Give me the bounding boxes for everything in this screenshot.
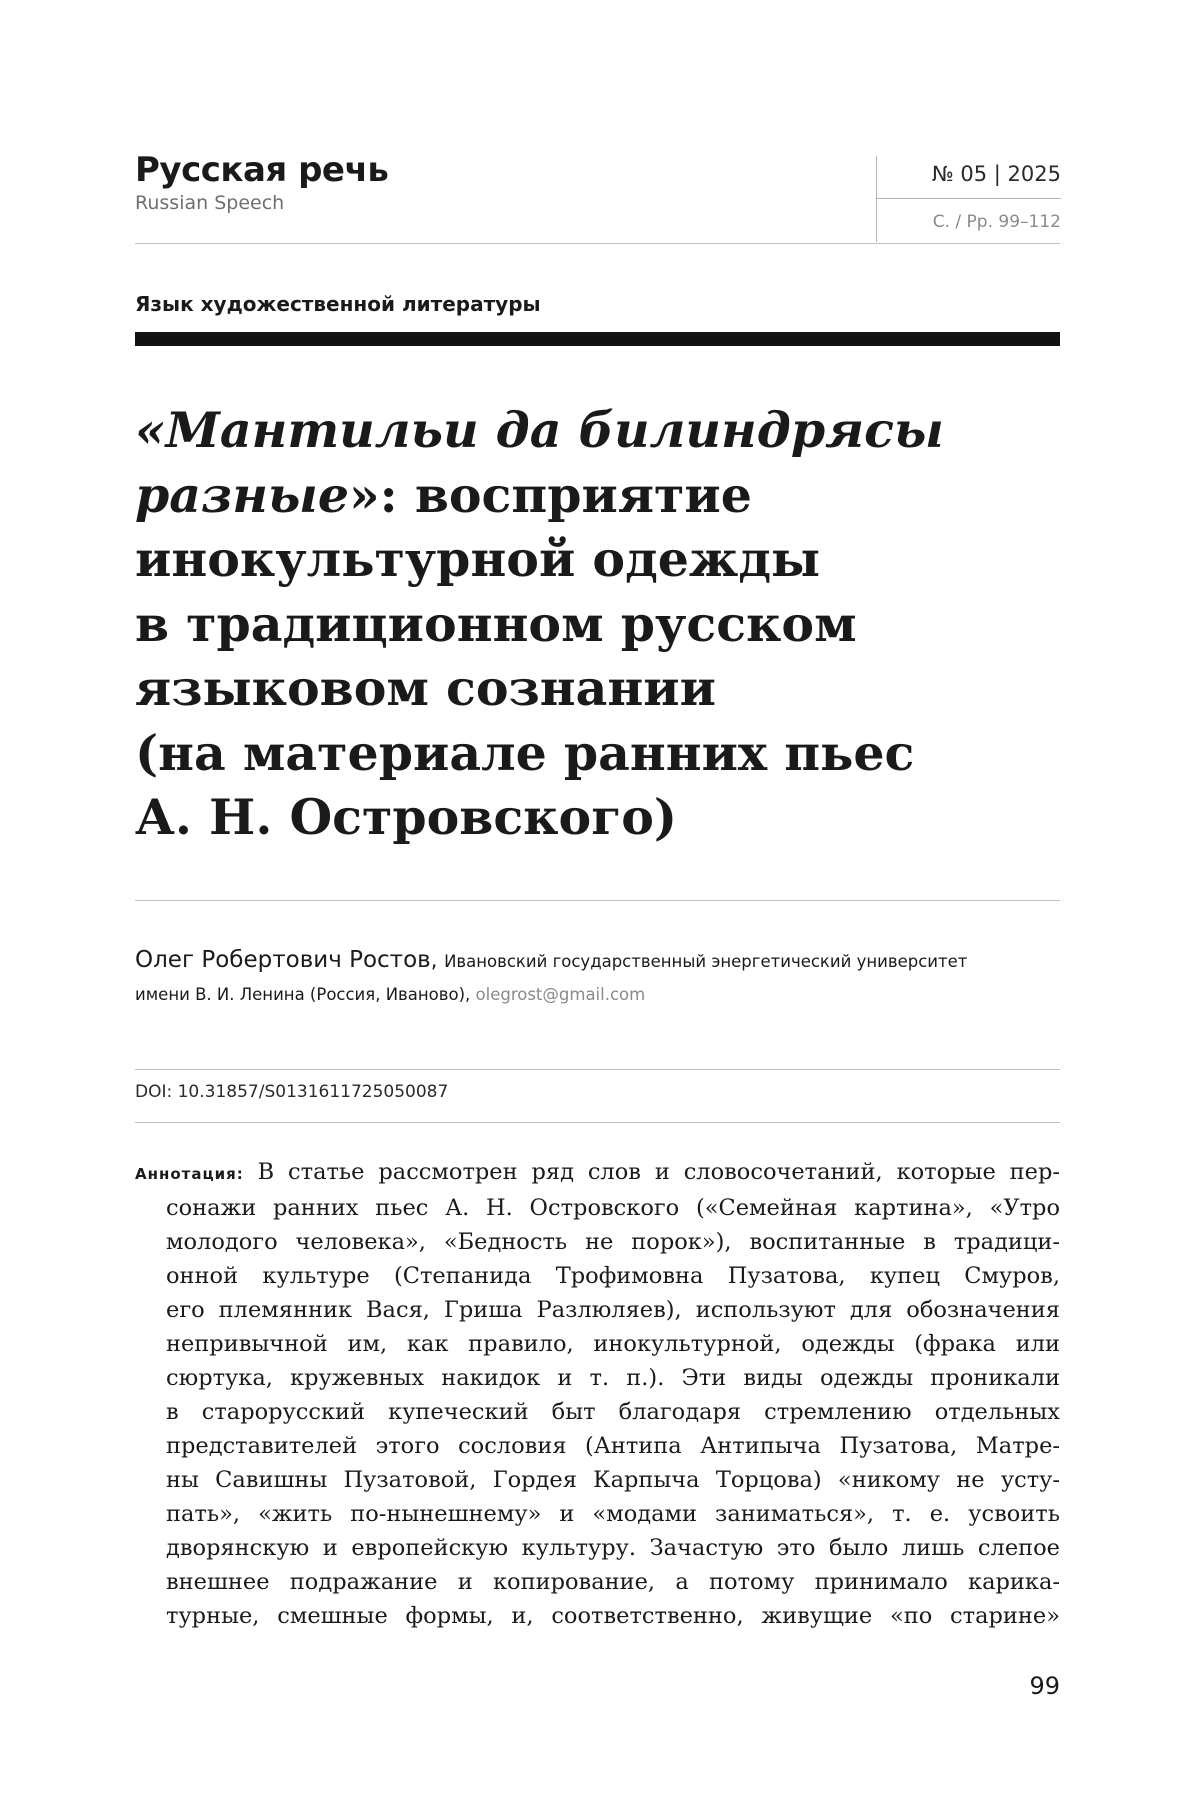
author-affiliation: Ивановский государственный энергетический университет bbox=[444, 952, 968, 971]
abstract-line: в старорусский купеческий быт благодаря стремлению отдельных bbox=[166, 1399, 1060, 1425]
section-bar bbox=[135, 332, 1060, 346]
abstract-line: сонажи ранних пьес А. Н. Островского («Семейная картина», «Утро bbox=[166, 1195, 1060, 1221]
abstract-line: его племянник Вася, Гриша Разлюляев), используют для обозначения bbox=[166, 1297, 1060, 1323]
abstract-line: Аннотация: В статье рассмотрен ряд слов и словосочетаний, которые пер- bbox=[135, 1159, 1060, 1185]
journal-header bbox=[135, 150, 388, 214]
header-divider bbox=[135, 243, 1060, 244]
author-email-link[interactable]: olegrost@gmail.com bbox=[475, 985, 646, 1004]
section-heading: Язык художественной литературы bbox=[135, 292, 541, 316]
title-line: в традиционном русском bbox=[135, 594, 857, 653]
abstract-line: пать», «жить по-нынешнему» и «модами заниматься», т. е. усвоить bbox=[166, 1501, 1060, 1527]
abstract-line: ны Савишны Пузатовой, Гордея Карпыча Торцова) «никому не усту- bbox=[166, 1467, 1060, 1493]
abstract-line: непривычной им, как правило, инокультурной, одежды (фрака или bbox=[166, 1331, 1060, 1357]
abstract bbox=[135, 1155, 1060, 1633]
title-line: инокультурной одежды bbox=[135, 530, 821, 588]
abstract-line: онной культуре (Степанида Трофимовна Пузатова, купец Смуров, bbox=[166, 1263, 1060, 1289]
author-affiliation-cont: имени В. И. Ленина (Россия, Иваново), bbox=[135, 985, 471, 1004]
abstract-line: внешнее подражание и копирование, а потому принимало карика- bbox=[166, 1569, 1060, 1595]
author-block: Олег Робертович Ростов, Ивановский государственный энергетический университет имени В. И. Ленина (Россия, Иваново), olegrost@gmail.com bbox=[135, 947, 968, 1004]
doi-bottom-divider bbox=[135, 1122, 1060, 1123]
doi[interactable]: DOI: 10.31857/S0131611725050087 bbox=[135, 1082, 449, 1102]
page-range: С. / Pp. 99–112 bbox=[932, 212, 1061, 232]
abstract-line: сюртука, кружевных накидок и т. п.). Эти виды одежды проникали bbox=[166, 1365, 1060, 1391]
title-line: разные»: восприятие bbox=[135, 465, 752, 524]
issue-number: № 05 | 2025 bbox=[931, 162, 1061, 186]
page-number: 99 bbox=[1029, 1672, 1060, 1700]
doi-top-divider bbox=[135, 1069, 1060, 1070]
author-name: Олег Робертович Ростов bbox=[135, 947, 431, 973]
issue-info bbox=[876, 156, 1061, 242]
title-line: языковом сознании bbox=[135, 659, 716, 717]
title-line: «Мантильи да билиндрясы bbox=[135, 401, 944, 459]
title-line: (на материале ранних пьес bbox=[135, 723, 915, 782]
article-title bbox=[135, 398, 1035, 850]
issue-divider bbox=[877, 198, 1061, 199]
abstract-line: представителей этого сословия (Антипа Антипыча Пузатова, Матре- bbox=[166, 1433, 1060, 1459]
journal-title: Русская речь bbox=[135, 150, 389, 190]
title-line: А. Н. Островского) bbox=[135, 788, 678, 846]
journal-subtitle: Russian Speech bbox=[135, 192, 285, 214]
abstract-label: Аннотация: bbox=[135, 1165, 244, 1183]
title-divider bbox=[135, 900, 1060, 901]
abstract-line: дворянскую и европейскую культуру. Зачастую это было лишь слепое bbox=[166, 1535, 1060, 1561]
abstract-line: молодого человека», «Бедность не порок»), воспитанные в традици- bbox=[166, 1229, 1060, 1255]
abstract-line: турные, смешные формы, и, соответственно, живущие «по старине» bbox=[166, 1603, 1060, 1629]
